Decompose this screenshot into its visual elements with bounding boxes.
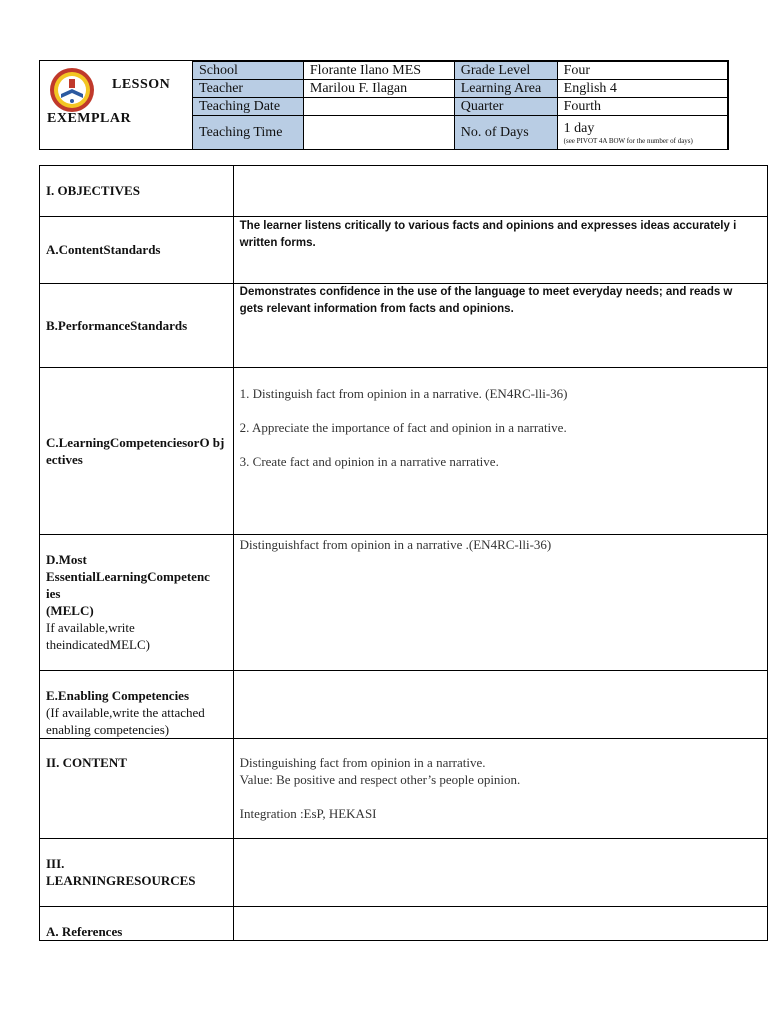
days-note: (see PIVOT 4A BOW for the number of days) xyxy=(563,136,693,145)
performance-standards-value-cell xyxy=(233,284,767,368)
header-logo-cell xyxy=(40,61,193,149)
quarter-label: Quarter xyxy=(454,98,557,116)
days-cell xyxy=(557,116,727,150)
school-label: School xyxy=(193,62,304,80)
content-line2: Value: Be positive and respect other’s people opinion. xyxy=(239,772,521,787)
exemplar-title: EXEMPLAR xyxy=(47,111,132,126)
melc-label-line4: (MELC) xyxy=(46,603,94,618)
references-label-cell xyxy=(40,907,234,941)
grade-level-label: Grade Level xyxy=(454,62,557,80)
competency-item-2: 2. Appreciate the importance of fact and opinion in a narrative. xyxy=(239,420,567,435)
teacher-value: Marilou F. Ilagan xyxy=(303,80,454,98)
performance-standards-line2: gets relevant information from facts and opinions. xyxy=(239,303,514,315)
enabling-value-cell xyxy=(233,671,767,739)
content-value-cell xyxy=(233,739,767,839)
performance-standards-label-cell xyxy=(40,284,234,368)
competency-item-3: 3. Create fact and opinion in a narrative narrative. xyxy=(239,454,499,469)
melc-label-cell xyxy=(40,535,234,671)
grade-level-value: Four xyxy=(557,62,727,80)
teaching-date-value xyxy=(303,98,454,116)
performance-standards-label: B.PerformanceStandards xyxy=(46,318,188,333)
melc-label-line5: If available,write xyxy=(46,620,135,635)
school-seal-icon xyxy=(49,67,95,113)
enabling-sub1: (If available,write the attached xyxy=(46,705,205,720)
content-standards-line1: The learner listens critically to various facts and opinions and expresses ideas accurately i xyxy=(239,220,737,232)
content-standards-label: A.ContentStandards xyxy=(46,242,161,257)
references-value-cell xyxy=(233,907,767,941)
content-line1: Distinguishing fact from opinion in a narrative. xyxy=(239,755,486,770)
days-value: 1 day xyxy=(563,120,595,136)
content-line3: Integration :EsP, HEKASI xyxy=(239,806,377,821)
content-standards-value-cell xyxy=(233,217,767,284)
enabling-label: E.Enabling Competencies xyxy=(46,688,190,703)
objectives-label-cell xyxy=(40,166,234,217)
resources-label-line1: III. xyxy=(46,856,65,871)
competencies-label: C.LearningCompetenciesorO bjectives xyxy=(46,435,225,467)
teacher-label: Teacher xyxy=(193,80,304,98)
school-value: Florante Ilano MES xyxy=(303,62,454,80)
teaching-time-label: Teaching Time xyxy=(193,116,304,150)
lesson-title: LESSON xyxy=(112,77,171,92)
melc-label-line6: theindicatedMELC) xyxy=(46,637,150,652)
melc-label-line1: D.Most xyxy=(46,552,87,567)
melc-label-line3: ies xyxy=(46,586,61,601)
quarter-value: Fourth xyxy=(557,98,727,116)
enabling-label-cell xyxy=(40,671,234,739)
competencies-label-cell xyxy=(40,368,234,535)
resources-label-cell xyxy=(40,839,234,907)
learning-area-value: English 4 xyxy=(557,80,727,98)
melc-label-line2: EssentialLearningCompetenc xyxy=(46,569,210,584)
melc-value-cell xyxy=(233,535,767,671)
days-label: No. of Days xyxy=(454,116,557,150)
objectives-heading: I. OBJECTIVES xyxy=(46,183,140,198)
melc-value: Distinguishfact from opinion in a narrative .(EN4RC-lli-36) xyxy=(239,537,552,552)
learning-area-label: Learning Area xyxy=(454,80,557,98)
teaching-date-label: Teaching Date xyxy=(193,98,304,116)
lesson-info-table xyxy=(192,61,728,150)
content-standards-line2: written forms. xyxy=(239,237,316,249)
lesson-plan-table xyxy=(39,165,768,941)
competency-item-1: 1. Distinguish fact from opinion in a narrative. (EN4RC-lli-36) xyxy=(239,386,568,401)
performance-standards-line1: Demonstrates confidence in the use of the language to meet everyday needs; and reads w xyxy=(239,286,733,298)
teaching-time-value xyxy=(303,116,454,150)
content-standards-label-cell xyxy=(40,217,234,284)
competencies-value-cell xyxy=(233,368,767,535)
references-label: A. References xyxy=(46,924,123,939)
lesson-header xyxy=(39,60,729,150)
resources-label-line2: LEARNINGRESOURCES xyxy=(46,873,196,888)
enabling-sub2: enabling competencies) xyxy=(46,722,170,737)
resources-value-cell xyxy=(233,839,767,907)
content-label: II. CONTENT xyxy=(46,755,127,770)
objectives-value-cell xyxy=(233,166,767,217)
content-label-cell xyxy=(40,739,234,839)
